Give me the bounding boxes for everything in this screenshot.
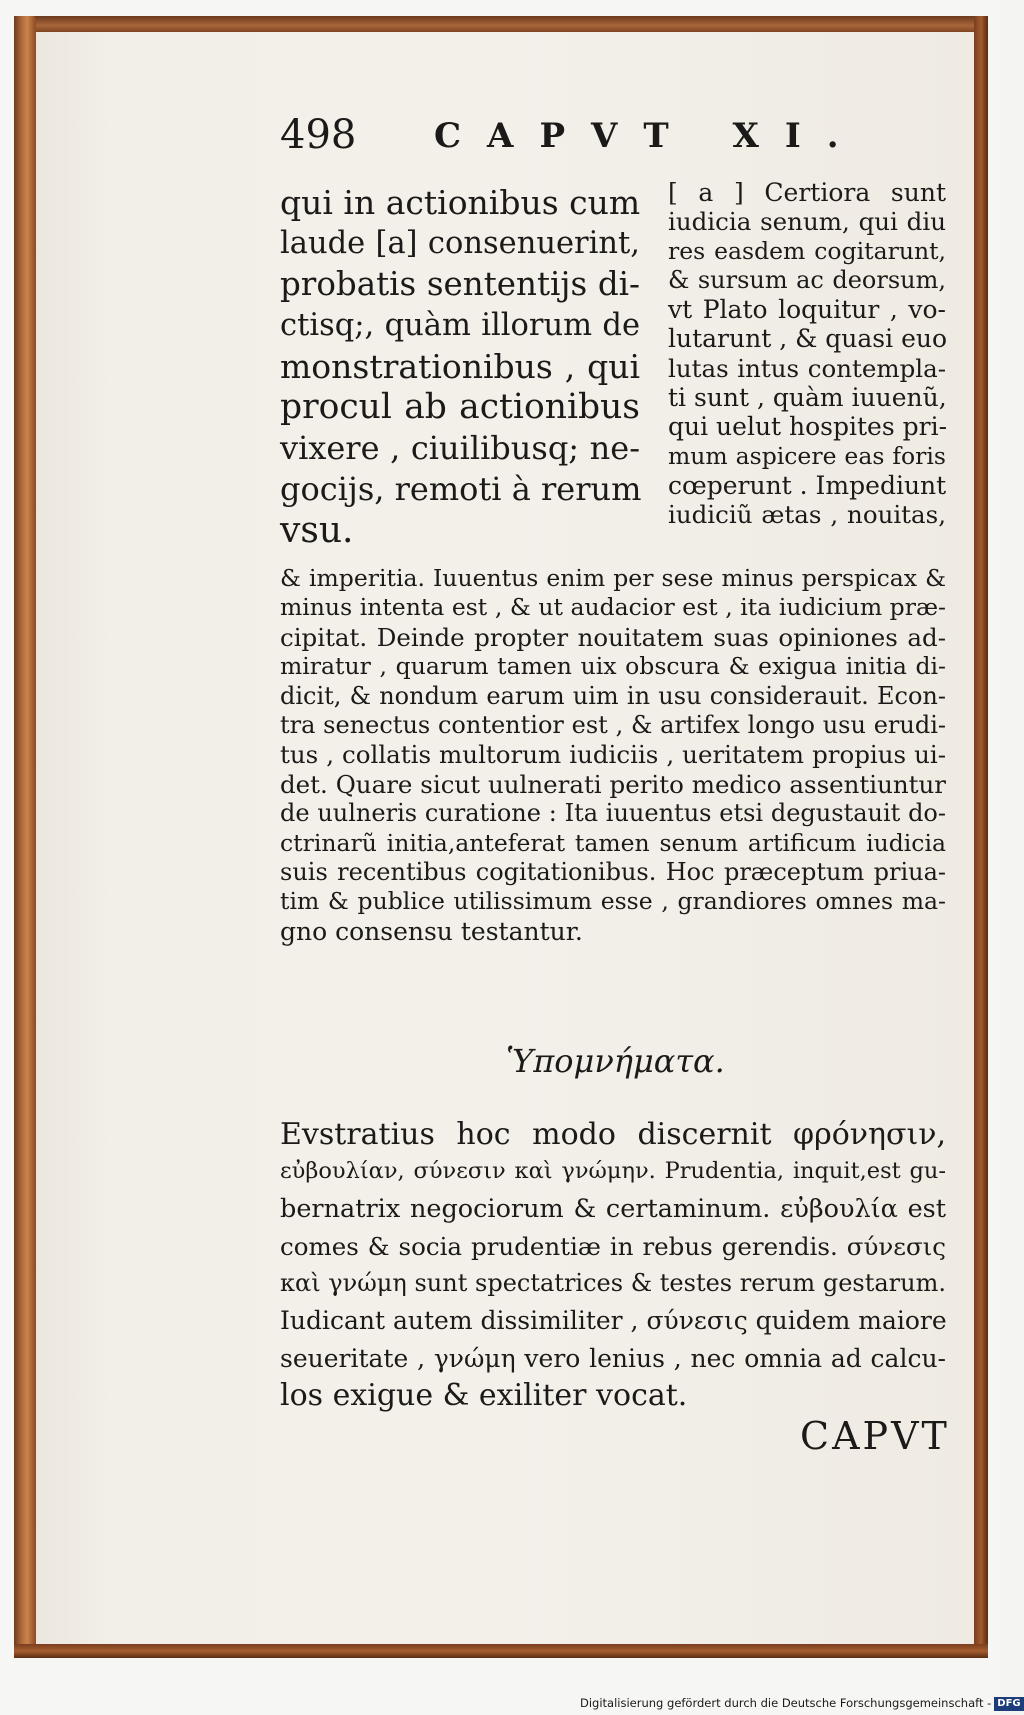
binding-edge-right bbox=[974, 16, 988, 1656]
text-line: Evstratius hoc modo discernit φρόνησιν, bbox=[280, 1117, 946, 1152]
note-line: iudicia senum, qui diu bbox=[668, 207, 946, 237]
text-line: de uulneris curatione : Ita iuuentus etsi degustauit do- bbox=[280, 799, 946, 828]
main-line: probatis sententijs di- bbox=[280, 265, 640, 303]
text-line: tra senectus contentior est , & artifex longo usu erudi- bbox=[280, 711, 946, 740]
binding-edge-left bbox=[14, 16, 36, 1656]
main-line: gocijs, remoti à rerum bbox=[280, 470, 642, 508]
text-line: suis recentibus cogitationibus. Hoc præceptum priua- bbox=[280, 858, 946, 887]
text-line: dicit, & nondum earum uim in usu considerauit. Econ- bbox=[280, 681, 946, 710]
text-line: cipitat. Deinde propter nouitatem suas opiniones ad- bbox=[280, 622, 946, 652]
text-line: ctrinarũ initia,anteferat tamen senum artificum iudicia bbox=[280, 828, 946, 857]
text-line: comes & socia prudentiæ in rebus gerendis. σύνεσις bbox=[280, 1231, 946, 1261]
running-head: CAPVT XI. bbox=[434, 116, 865, 156]
text-line: bernatrix negociorum & certaminum. εὐβουλία est bbox=[280, 1193, 946, 1224]
full-width-text bbox=[280, 564, 946, 946]
dfg-logo: DFG bbox=[994, 1697, 1023, 1711]
main-line: laude [a] consenuerint, bbox=[280, 226, 640, 261]
text-line: det. Quare sicut uulnerati perito medico assentiuntur bbox=[280, 769, 946, 799]
text-line: εὐβουλίαν, σύνεσιν καὶ γνώμην. Prudentia, inquit,est gu- bbox=[280, 1158, 946, 1185]
text-line: tim & publice utilissimum esse , grandiores omnes ma- bbox=[280, 887, 946, 916]
text-line: καὶ γνώμη sunt spectatrices & testes rerum gestarum. bbox=[280, 1269, 946, 1298]
main-line: qui in actionibus cum bbox=[280, 183, 641, 222]
note-line: & sursum ac deorsum, bbox=[668, 265, 946, 294]
book-page bbox=[36, 32, 974, 1644]
text-line: tus , collatis multorum iudiciis , ueritatem propius ui- bbox=[280, 740, 946, 770]
binding-edge-top bbox=[14, 16, 988, 32]
section-heading: Ὑπομνήματα. bbox=[506, 1042, 725, 1080]
commentary-paragraph bbox=[280, 1116, 946, 1414]
note-line: res easdem cogitarunt, bbox=[668, 236, 946, 265]
text-line: gno consensu testantur. bbox=[280, 916, 583, 946]
main-line: vixere , ciuilibusq; ne- bbox=[280, 429, 640, 467]
note-line: lutarunt , & quasi euo bbox=[668, 324, 948, 354]
note-line: mum aspicere eas foris bbox=[668, 441, 946, 470]
text-line: minus intenta est , & ut audacior est , ita iudicium præ- bbox=[280, 593, 946, 622]
digitization-credit bbox=[580, 1696, 1021, 1714]
text-line: & imperitia. Iuuentus enim per sese minus perspicax & bbox=[280, 564, 946, 592]
main-line: ctisq;, quàm illorum de bbox=[280, 308, 640, 343]
main-line: procul ab actionibus bbox=[280, 387, 640, 427]
credit-text: Digitalisierung gefördert durch die Deutsche Forschungsgemeinschaft - bbox=[580, 1696, 992, 1710]
note-line: iudiciũ ætas , nouitas, bbox=[668, 500, 946, 530]
text-line: miratur , quarum tamen uix obscura & exigua initia di- bbox=[280, 652, 946, 681]
main-column-text bbox=[280, 182, 640, 551]
main-line: vsu. bbox=[280, 510, 354, 551]
note-line: vt Plato loquitur , vo- bbox=[668, 295, 946, 325]
note-line: cœperunt . Impediunt bbox=[668, 470, 947, 500]
catchword: CAPVT bbox=[800, 1414, 950, 1458]
text-line: seueritate , γνώμη vero lenius , nec omnia ad calcu- bbox=[280, 1343, 946, 1373]
note-line: [ a ] Certiora sunt bbox=[668, 178, 946, 207]
page-number: 498 bbox=[280, 112, 357, 158]
note-line: ti sunt , quàm iuuenũ, bbox=[668, 383, 947, 413]
note-line: lutas intus contempla- bbox=[668, 353, 946, 383]
note-line: qui uelut hospites pri- bbox=[668, 412, 948, 442]
main-line: monstrationibus , qui bbox=[280, 347, 640, 386]
text-line: Iudicant autem dissimiliter , σύνεσις quidem maiore bbox=[280, 1306, 947, 1336]
binding-edge-bottom bbox=[14, 1644, 988, 1658]
side-note-text bbox=[668, 178, 946, 530]
text-line: los exigue & exiliter vocat. bbox=[280, 1378, 688, 1414]
